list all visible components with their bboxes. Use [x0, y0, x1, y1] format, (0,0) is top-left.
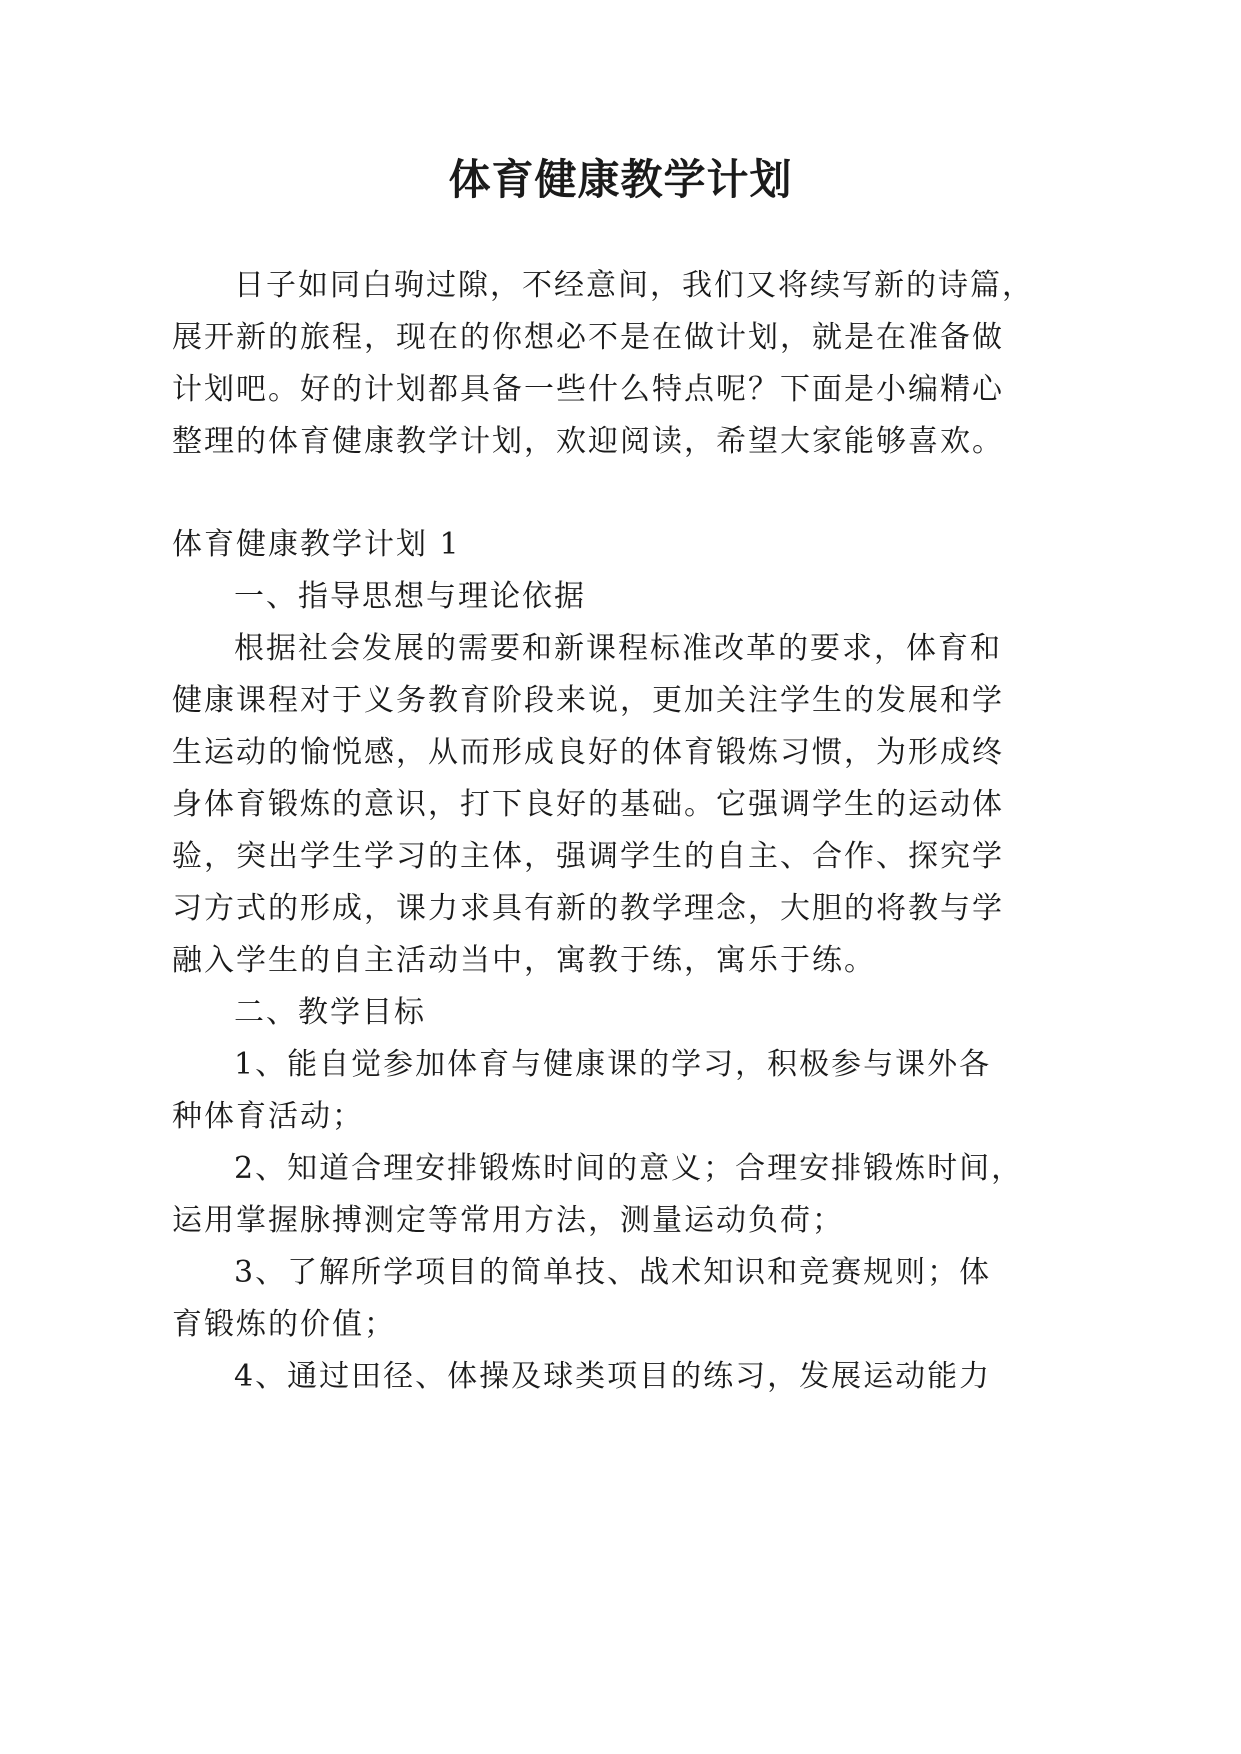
paragraph-1-line-5: 验，突出学生学习的主体，强调学生的自主、合作、探究学 [172, 839, 1004, 874]
intro-line-4: 整理的体育健康教学计划，欢迎阅读，希望大家能够喜欢。 [172, 424, 1004, 459]
paragraph-1-line-1: 根据社会发展的需要和新课程标准改革的要求，体育和 [234, 631, 1002, 666]
section-title: 体育健康教学计划 1 [172, 527, 461, 562]
paragraph-1-line-4: 身体育锻炼的意识，打下良好的基础。它强调学生的运动体 [172, 787, 1004, 822]
intro-line-1: 日子如同白驹过隙，不经意间，我们又将续写新的诗篇， [234, 268, 1034, 303]
goal-line-5: 3、了解所学项目的简单技、战术知识和竞赛规则；体 [234, 1255, 992, 1290]
paragraph-1-line-6: 习方式的形成，课力求具有新的教学理念，大胆的将教与学 [172, 891, 1004, 926]
goal-line-6: 育锻炼的价值； [172, 1307, 396, 1342]
paragraph-1-line-2: 健康课程对于义务教育阶段来说，更加关注学生的发展和学 [172, 683, 1004, 718]
goal-line-1: 1、能自觉参加体育与健康课的学习，积极参与课外各 [234, 1047, 992, 1082]
goal-line-2: 种体育活动； [172, 1099, 364, 1134]
document-title: 体育健康教学计划 [448, 155, 793, 204]
goal-line-7: 4、通过田径、体操及球类项目的练习，发展运动能力 [234, 1359, 992, 1394]
paragraph-1-line-3: 生运动的愉悦感，从而形成良好的体育锻炼习惯，为形成终 [172, 735, 1004, 770]
heading-guiding-thought: 一、指导思想与理论依据 [234, 579, 586, 614]
goal-line-4: 运用掌握脉搏测定等常用方法，测量运动负荷； [172, 1203, 844, 1238]
intro-line-3: 计划吧。好的计划都具备一些什么特点呢？下面是小编精心 [172, 372, 1004, 407]
intro-line-2: 展开新的旅程，现在的你想必不是在做计划，就是在准备做 [172, 320, 1004, 355]
heading-teaching-goals: 二、教学目标 [234, 995, 426, 1030]
paragraph-1-line-7: 融入学生的自主活动当中，寓教于练，寓乐于练。 [172, 943, 876, 978]
goal-line-3: 2、知道合理安排锻炼时间的意义；合理安排锻炼时间， [234, 1151, 1024, 1186]
